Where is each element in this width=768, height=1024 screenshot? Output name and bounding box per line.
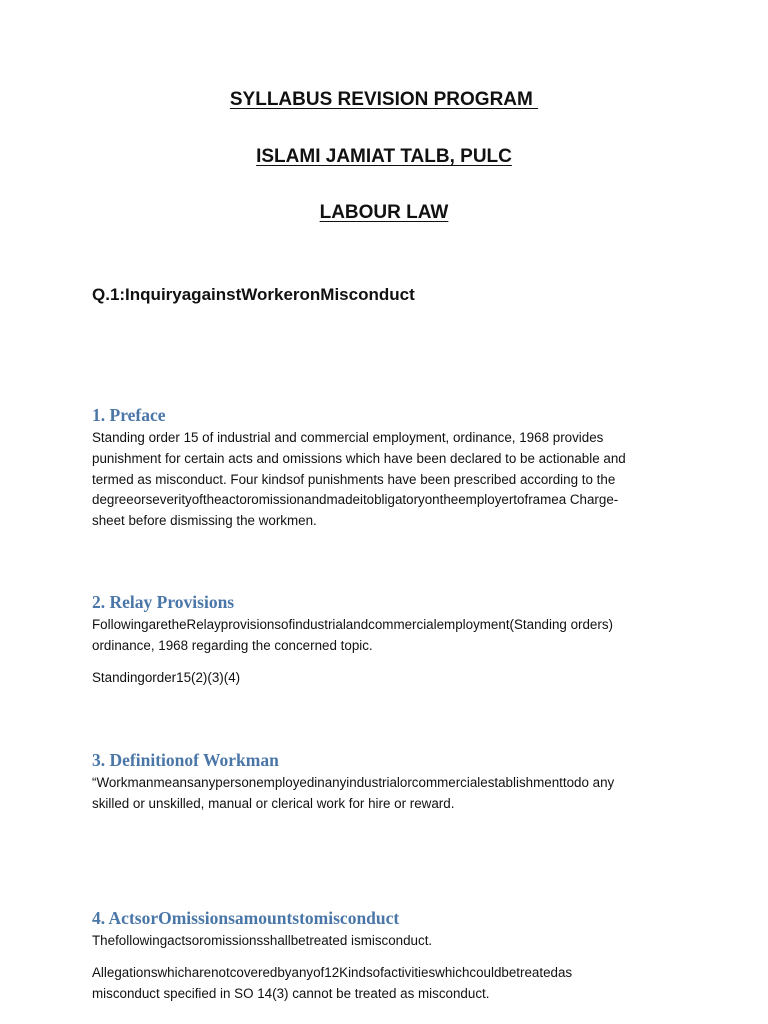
- paragraph-line: “Workmanmeansanypersonemployedinanyindustrialorcommercialestablishmenttodo any: [92, 775, 615, 790]
- section-definition-workman: [92, 749, 682, 815]
- paragraph-line: ordinance, 1968 regarding the concerned topic.: [92, 637, 373, 653]
- section-paragraph: [92, 931, 682, 952]
- section-heading: 4. ActsorOmissionsamountstomisconduct: [92, 908, 400, 928]
- paragraph-line: Standing order 15 of industrial and commercial employment, ordinance, 1968 provides: [92, 430, 604, 445]
- paragraph-line: Thefollowingactsoromissionsshallbetreated ismisconduct.: [92, 933, 433, 948]
- section-paragraph: [92, 773, 682, 815]
- section-paragraph: [92, 963, 682, 1005]
- paragraph-line: Allegationswhicharenotcoveredbyanyof12Kindsofactivitieswhichcouldbetreatedas: [92, 964, 573, 980]
- paragraph-line: punishment for certain acts and omissions which have been declared to be actionable and: [92, 450, 626, 466]
- section-heading: 3. Definitionof Workman: [92, 750, 279, 770]
- section-paragraph: [92, 615, 682, 657]
- section-acts-omissions: [92, 907, 682, 1004]
- paragraph-line: termed as misconduct. Four kindsof punishments have been prescribed according to the: [92, 471, 616, 487]
- subject-title: LABOUR LAW: [319, 202, 449, 223]
- paragraph-line: FollowingaretheRelayprovisionsofindustrialandcommercialemployment(Standing orders): [92, 617, 613, 632]
- program-title: SYLLABUS REVISION PROGRAM: [229, 89, 539, 110]
- organization-title: ISLAMI JAMIAT TALB, PULC: [256, 146, 512, 167]
- section-heading: 2. Relay Provisions: [92, 592, 235, 612]
- section-preface: [92, 404, 682, 532]
- section-relay-provisions: [92, 591, 682, 688]
- paragraph-line: degreeorseverityoftheactoromissionandmadeitobligatoryontheemployertoframea Charge-: [92, 492, 619, 508]
- section-heading: 1. Preface: [92, 405, 166, 425]
- paragraph-line: skilled or unskilled, manual or clerical work for hire or reward.: [92, 795, 455, 811]
- section-paragraph: [92, 428, 682, 532]
- paragraph-line: Standingorder15(2)(3)(4): [92, 669, 241, 685]
- paragraph-line: sheet before dismissing the workmen.: [92, 513, 317, 529]
- section-paragraph: [92, 668, 682, 689]
- question-heading: Q.1:InquiryagainstWorkeronMisconduct: [92, 285, 415, 304]
- paragraph-line: misconduct specified in SO 14(3) cannot be treated as misconduct.: [92, 985, 490, 1001]
